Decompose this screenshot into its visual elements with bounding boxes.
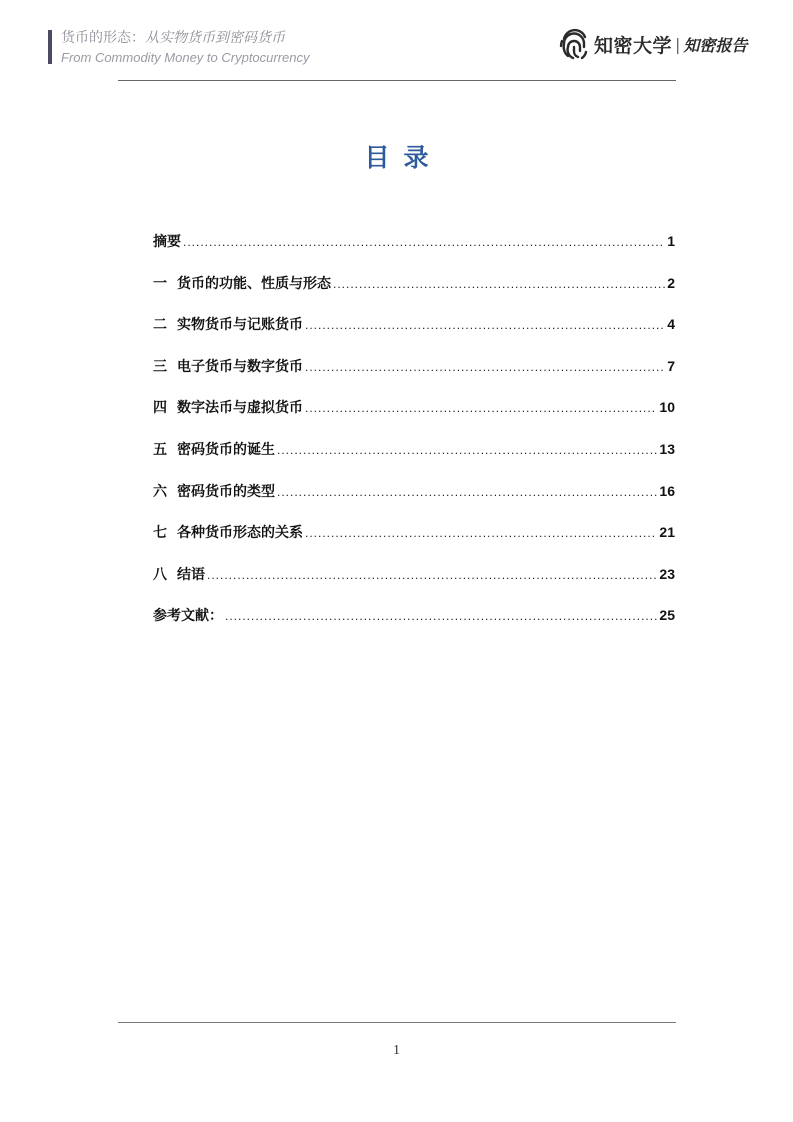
toc-entry-label: 电子货币与数字货币 xyxy=(177,358,303,375)
toc-entry-abstract[interactable] xyxy=(153,229,675,271)
toc-entry-references[interactable] xyxy=(153,603,675,645)
toc-entry-1[interactable] xyxy=(153,271,675,313)
toc-entry-page: 21 xyxy=(659,524,675,541)
toc-entry-label: 结语 xyxy=(177,566,205,583)
toc-entry-5[interactable] xyxy=(153,437,675,479)
toc-entry-page: 16 xyxy=(659,482,675,499)
header-subtitle: 从实物货币到密码货币 xyxy=(145,30,285,46)
toc-leader-dots xyxy=(277,438,657,458)
header-rule xyxy=(118,80,676,81)
toc-entry-2[interactable] xyxy=(153,312,675,354)
toc-entry-page: 23 xyxy=(659,565,675,582)
fingerprint-icon xyxy=(558,27,590,61)
toc-entry-page: 2 xyxy=(667,274,675,291)
header-title-main: 货币的形态： xyxy=(61,30,145,46)
toc-entry-label: 密码货币的类型 xyxy=(177,483,275,500)
logo-separator: | xyxy=(675,34,681,54)
header-title-cn xyxy=(61,29,285,47)
footer-rule xyxy=(118,1022,676,1023)
toc-leader-dots xyxy=(277,480,657,500)
toc-entry-page: 13 xyxy=(659,440,675,457)
toc-entry-label: 各种货币形态的关系 xyxy=(177,525,303,542)
toc-entry-label: 实物货币与记账货币 xyxy=(177,317,303,334)
toc-leader-dots xyxy=(305,313,665,333)
toc-entry-8[interactable] xyxy=(153,562,675,604)
toc-entry-number: 二 xyxy=(153,317,167,334)
toc-entry-4[interactable] xyxy=(153,395,675,437)
toc-entry-label: 摘要 xyxy=(153,234,181,250)
toc-leader-dots xyxy=(305,521,657,541)
header-accent-bar xyxy=(48,30,52,64)
toc-leader-dots xyxy=(225,604,657,624)
brand-logo xyxy=(558,26,747,62)
toc-entry-number: 七 xyxy=(153,525,167,542)
toc-entry-number: 五 xyxy=(153,441,167,458)
page-number: 1 xyxy=(393,1043,400,1058)
toc-title: 目录 xyxy=(364,143,443,172)
toc-entry-number: 三 xyxy=(153,358,167,375)
logo-name: 知密大学 xyxy=(594,34,673,57)
toc-leader-dots xyxy=(207,563,657,583)
logo-subtitle: 知密报告 xyxy=(683,35,748,55)
toc-entry-number: 四 xyxy=(153,400,167,417)
toc-entry-page: 25 xyxy=(659,607,675,624)
toc-entry-7[interactable] xyxy=(153,520,675,562)
toc-entry-label: 参考文献： xyxy=(153,608,223,625)
toc-entry-number: 八 xyxy=(153,566,167,583)
toc-entry-6[interactable] xyxy=(153,479,675,521)
toc-entry-label: 货币的功能、性质与形态 xyxy=(177,275,331,292)
toc-entry-label: 密码货币的诞生 xyxy=(177,441,275,458)
toc-entry-number: 六 xyxy=(153,483,167,500)
toc-leader-dots xyxy=(305,355,665,375)
toc-entry-label: 数字法币与虚拟货币 xyxy=(177,400,303,417)
toc-leader-dots xyxy=(183,230,665,250)
toc-leader-dots xyxy=(305,396,657,416)
toc-entry-3[interactable] xyxy=(153,354,675,396)
toc-leader-dots xyxy=(333,272,665,292)
toc-entry-number: 一 xyxy=(153,275,167,292)
header-title-en: From Commodity Money to Cryptocurrency xyxy=(61,50,310,65)
toc-entry-page: 10 xyxy=(659,399,675,416)
toc-entry-page: 4 xyxy=(667,316,675,333)
toc-entry-page: 7 xyxy=(667,357,675,374)
toc-list xyxy=(153,229,675,645)
toc-entry-page: 1 xyxy=(667,233,675,249)
